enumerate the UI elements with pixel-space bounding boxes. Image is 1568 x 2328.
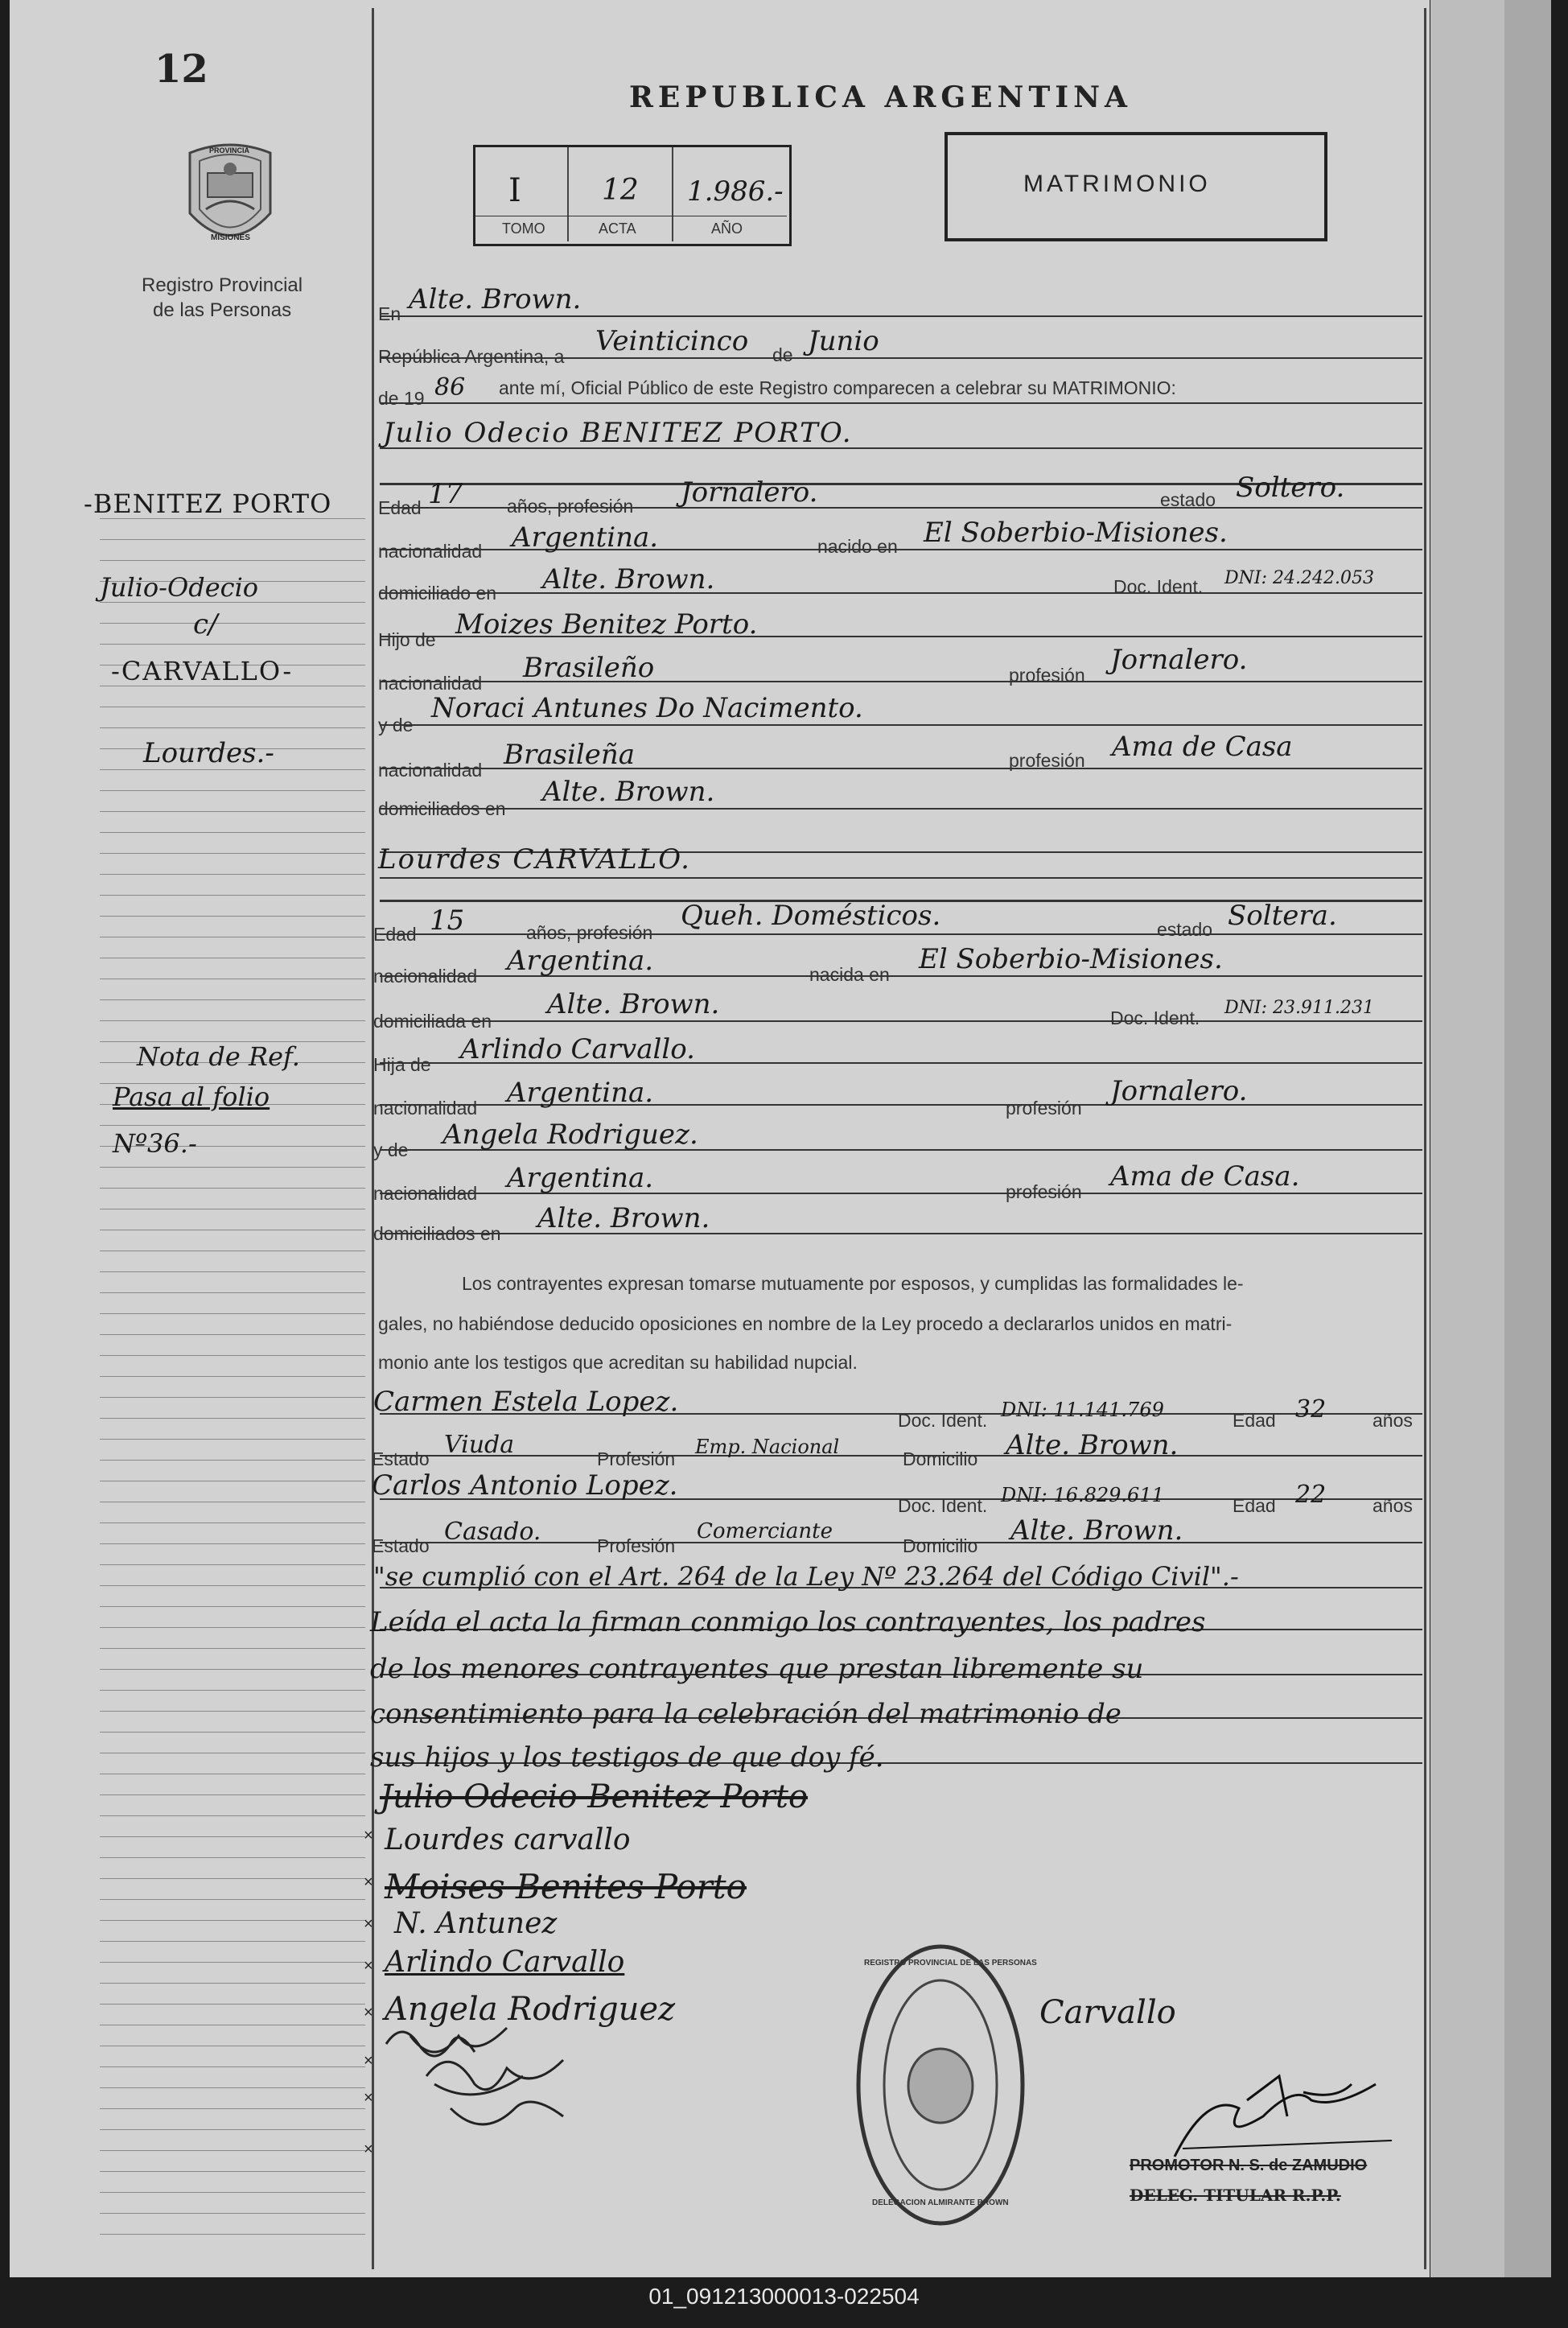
left-rule bbox=[100, 1376, 365, 1377]
label-profesion-w2: Profesión bbox=[597, 1535, 676, 1556]
left-rule bbox=[100, 1732, 365, 1733]
label-profesion-b2: profesión bbox=[1006, 1181, 1082, 1202]
form-rule bbox=[380, 1455, 1422, 1457]
intro-year: 86 bbox=[434, 373, 466, 402]
registry-line2: de las Personas bbox=[153, 299, 292, 321]
closing-note-2: Leída el acta la firman conmigo los contrayentes, los padres bbox=[370, 1606, 1206, 1638]
signature-bride-mother: Angela Rodriguez bbox=[385, 1991, 676, 2028]
bride-age: 15 bbox=[430, 904, 465, 937]
left-rule bbox=[100, 1418, 365, 1419]
groom-mother-nationality: Brasileña bbox=[504, 739, 635, 771]
x-mark-icon: × bbox=[364, 2141, 373, 2158]
left-rule bbox=[100, 1292, 365, 1293]
label-domiciliado-en: domiciliado en bbox=[378, 583, 497, 604]
left-rule bbox=[100, 2066, 365, 2067]
left-rule bbox=[100, 1522, 365, 1523]
label-estado-w2: Estado bbox=[372, 1535, 430, 1556]
label-anos-w2: años bbox=[1373, 1495, 1413, 1516]
label-anos-profesion: años, profesión bbox=[507, 496, 634, 517]
label-de-year: de 19 bbox=[378, 388, 425, 409]
margin-surname1: -BENITEZ PORTO bbox=[84, 488, 332, 519]
signature-bride: Lourdes carvallo bbox=[385, 1823, 631, 1856]
margin-connector: c/ bbox=[193, 608, 218, 641]
left-rule bbox=[100, 1794, 365, 1795]
left-rule bbox=[100, 1941, 365, 1942]
label-estado: estado bbox=[1160, 489, 1216, 510]
bride-status: Soltera. bbox=[1228, 900, 1337, 932]
label-domiciliados-en: domiciliados en bbox=[378, 798, 506, 819]
witness2-domicile: Alte. Brown. bbox=[1010, 1514, 1183, 1547]
label-doc-ident-w1: Doc. Ident. bbox=[898, 1410, 988, 1431]
declaration-line-2: gales, no habiéndose deducido oposiciones en nombre de la Ley procedo a declararlos unidos en matri- bbox=[378, 1313, 1233, 1334]
left-rule bbox=[100, 1669, 365, 1670]
bride-profession: Queh. Domésticos. bbox=[681, 900, 941, 932]
label-edad-w2: Edad bbox=[1233, 1495, 1276, 1516]
groom-birthplace: El Soberbio-Misiones. bbox=[924, 517, 1228, 549]
left-rule bbox=[100, 1962, 365, 1963]
label-y-de: y de bbox=[378, 715, 414, 735]
left-rule bbox=[100, 1460, 365, 1461]
footer-caption: 01_091213000013-022504 bbox=[648, 2284, 920, 2309]
form-rule bbox=[380, 724, 1422, 726]
label-de: de bbox=[772, 344, 793, 365]
groom-mother-profession: Ama de Casa bbox=[1112, 731, 1293, 763]
form-rule bbox=[380, 1020, 1422, 1022]
left-rule bbox=[100, 790, 365, 791]
witness2-profession: Comerciante bbox=[697, 1519, 833, 1543]
witness2-name: Carlos Antonio Lopez. bbox=[372, 1469, 678, 1502]
left-rule bbox=[100, 1585, 365, 1586]
signature-groom-father: Moises Benites Porto bbox=[385, 1867, 747, 1906]
left-rule bbox=[100, 1711, 365, 1712]
groom-status: Soltero. bbox=[1236, 472, 1345, 504]
form-rule bbox=[380, 1233, 1422, 1234]
left-rule bbox=[100, 999, 365, 1000]
x-mark-icon: × bbox=[364, 2052, 373, 2070]
bride-father-profession: Jornalero. bbox=[1110, 1075, 1248, 1107]
label-nacionalidad-2: nacionalidad bbox=[378, 673, 483, 694]
label-profesion: profesión bbox=[1009, 665, 1085, 686]
x-mark-icon: × bbox=[364, 1915, 373, 1933]
signature-groom-mother: N. Antunez bbox=[394, 1907, 558, 1940]
label-nacida-en: nacida en bbox=[809, 964, 890, 985]
left-rule bbox=[100, 895, 365, 896]
label-nacionalidad-3: nacionalidad bbox=[378, 760, 483, 781]
label-doc-ident-w2: Doc. Ident. bbox=[898, 1495, 988, 1516]
left-rule bbox=[100, 1397, 365, 1398]
groom-father-nationality: Brasileño bbox=[523, 652, 655, 684]
label-profesion-2: profesión bbox=[1009, 750, 1085, 771]
left-rule bbox=[100, 727, 365, 728]
left-rule bbox=[100, 874, 365, 875]
witness1-status: Viuda bbox=[444, 1431, 515, 1459]
label-nacionalidad-b: nacionalidad bbox=[373, 966, 478, 987]
left-rule bbox=[100, 2108, 365, 2109]
left-rule bbox=[100, 1983, 365, 1984]
groom-domicile: Alte. Brown. bbox=[542, 563, 715, 595]
folio-number: 12 bbox=[154, 47, 208, 92]
right-border bbox=[1424, 8, 1426, 2269]
officer-name: PROMOTOR N. S. de ZAMUDIO bbox=[1130, 2157, 1368, 2174]
label-en: En bbox=[378, 303, 401, 324]
witness1-name: Carmen Estela Lopez. bbox=[373, 1386, 679, 1418]
left-rule bbox=[100, 1271, 365, 1272]
label-y-de-b: y de bbox=[373, 1139, 409, 1160]
groom-mother: Noraci Antunes Do Nacimento. bbox=[431, 692, 863, 724]
signature-bride-father: Arlindo Carvallo bbox=[385, 1946, 625, 1979]
left-rule bbox=[100, 1188, 365, 1189]
label-hija-de: Hija de bbox=[373, 1054, 431, 1075]
stamp-text-top: REGISTRO PROVINCIAL DE LAS PERSONAS bbox=[864, 1959, 1037, 1967]
label-profesion-w1: Profesión bbox=[597, 1448, 676, 1469]
left-rule bbox=[100, 1899, 365, 1900]
left-rule bbox=[100, 2234, 365, 2235]
groom-name: Julio Odecio BENITEZ PORTO. bbox=[383, 417, 853, 449]
anio-value: 1.986.- bbox=[687, 175, 784, 208]
form-rule bbox=[380, 808, 1422, 810]
box-divider-1 bbox=[567, 147, 569, 241]
left-rule bbox=[100, 1334, 365, 1335]
bride-mother-profession: Ama de Casa. bbox=[1110, 1160, 1300, 1193]
witness-scribble-signatures bbox=[378, 2020, 619, 2153]
left-rule bbox=[100, 2129, 365, 2130]
bride-parents-domicile: Alte. Brown. bbox=[537, 1202, 710, 1234]
left-rule bbox=[100, 1313, 365, 1314]
acta-label: ACTA bbox=[599, 220, 636, 237]
groom-father-profession: Jornalero. bbox=[1110, 644, 1248, 676]
left-rule bbox=[100, 2150, 365, 2151]
bride-name: Lourdes CARVALLO. bbox=[378, 843, 691, 876]
margin-surname2: -CARVALLO- bbox=[111, 656, 294, 686]
form-rule bbox=[380, 315, 1422, 317]
witness1-age: 32 bbox=[1295, 1395, 1327, 1424]
bride-father-nationality: Argentina. bbox=[507, 1077, 654, 1109]
left-rule bbox=[100, 1920, 365, 1921]
label-edad-b: Edad bbox=[373, 924, 417, 945]
declaration-line-3: monio ante los testigos que acreditan su habilidad nupcial. bbox=[378, 1352, 858, 1373]
groom-profession: Jornalero. bbox=[681, 476, 818, 509]
left-rule bbox=[100, 1878, 365, 1879]
left-rule bbox=[100, 832, 365, 833]
label-profesion-b: profesión bbox=[1006, 1098, 1082, 1119]
label-nacionalidad-b3: nacionalidad bbox=[373, 1183, 478, 1204]
x-mark-icon: × bbox=[364, 2089, 373, 2107]
label-anos-profesion-b: años, profesión bbox=[526, 922, 653, 943]
left-rule bbox=[100, 1627, 365, 1628]
left-rule bbox=[100, 2004, 365, 2005]
declaration-line-1: Los contrayentes expresan tomarse mutuamente por esposos, y cumplidas las formalidades le- bbox=[462, 1273, 1244, 1294]
left-rule bbox=[100, 916, 365, 917]
registry-stamp bbox=[854, 1941, 1037, 2233]
label-domicilio-w1: Domicilio bbox=[903, 1448, 978, 1469]
misiones-shield-icon bbox=[182, 137, 278, 262]
label-domicilio-w2: Domicilio bbox=[903, 1535, 978, 1556]
box-divider-2 bbox=[672, 147, 673, 241]
bride-father: Arlindo Carvallo. bbox=[460, 1033, 695, 1065]
left-rule bbox=[100, 1543, 365, 1544]
country-title: REPUBLICA ARGENTINA bbox=[629, 80, 1132, 114]
left-rule bbox=[100, 1836, 365, 1837]
tomo-value: I bbox=[508, 172, 521, 209]
left-rule bbox=[100, 623, 365, 624]
intro-day: Veinticinco bbox=[595, 325, 749, 357]
left-rule bbox=[100, 1125, 365, 1126]
closing-note-3: de los menores contrayentes que prestan libremente su bbox=[370, 1653, 1144, 1685]
label-estado-b: estado bbox=[1157, 919, 1213, 940]
label-doc-ident-b: Doc. Ident. bbox=[1110, 1007, 1200, 1028]
witness1-profession: Emp. Nacional bbox=[695, 1436, 840, 1458]
intro-place: Alte. Brown. bbox=[409, 283, 582, 315]
left-rule bbox=[100, 1439, 365, 1440]
tomo-label: TOMO bbox=[502, 220, 545, 237]
registry-line1: Registro Provincial bbox=[142, 274, 303, 296]
book-edge-outer bbox=[1504, 0, 1551, 2277]
label-domiciliados-en-b: domiciliados en bbox=[373, 1223, 501, 1244]
label-doc-ident: Doc. Ident. bbox=[1113, 576, 1204, 597]
left-rule bbox=[100, 1648, 365, 1649]
left-rule bbox=[100, 1564, 365, 1565]
left-rule bbox=[100, 853, 365, 854]
signature-witness-extra: Carvallo bbox=[1039, 1994, 1176, 2031]
witness2-age: 22 bbox=[1295, 1481, 1327, 1509]
margin-given2: Lourdes.- bbox=[143, 737, 274, 769]
intro-text: ante mí, Oficial Público de este Registro comparecen a celebrar su MATRIMONIO: bbox=[499, 377, 1176, 398]
witness1-doc: DNI: 11.141.769 bbox=[1001, 1399, 1164, 1421]
label-hijo-de: Hijo de bbox=[378, 629, 436, 650]
bride-mother: Angela Rodriguez. bbox=[442, 1119, 698, 1151]
bride-birthplace: El Soberbio-Misiones. bbox=[919, 943, 1223, 975]
form-rule bbox=[380, 592, 1422, 594]
label-estado-w1: Estado bbox=[372, 1448, 430, 1469]
left-rule bbox=[100, 1857, 365, 1858]
groom-father: Moizes Benitez Porto. bbox=[455, 608, 758, 641]
act-type: MATRIMONIO bbox=[1023, 171, 1211, 197]
witness2-status: Casado. bbox=[444, 1518, 541, 1546]
label-nacido-en: nacido en bbox=[817, 536, 898, 557]
label-republica: República Argentina, a bbox=[378, 346, 565, 367]
left-rule bbox=[100, 1606, 365, 1607]
signature-groom: Julio Odecio Benitez Porto bbox=[380, 1778, 809, 1815]
officer-title: DELEG. TITULAR R.P.P. bbox=[1130, 2186, 1341, 2205]
left-rule bbox=[100, 1355, 365, 1356]
left-rule bbox=[100, 2171, 365, 2172]
left-rule bbox=[100, 1167, 365, 1168]
margin-note1: Nota de Ref. bbox=[137, 1041, 300, 1072]
closing-note-1: "se cumplió con el Art. 264 de la Ley Nº 23.264 del Código Civil".- bbox=[373, 1561, 1239, 1592]
left-rule bbox=[100, 1020, 365, 1021]
bride-mother-nationality: Argentina. bbox=[507, 1162, 654, 1194]
left-rule bbox=[100, 2192, 365, 2193]
left-rule bbox=[100, 1690, 365, 1691]
groom-nationality: Argentina. bbox=[512, 521, 659, 554]
left-rule bbox=[100, 1815, 365, 1816]
label-anos-w1: años bbox=[1373, 1410, 1413, 1431]
left-rule bbox=[100, 560, 365, 561]
groom-parents-domicile: Alte. Brown. bbox=[542, 776, 715, 808]
x-mark-icon: × bbox=[364, 2004, 373, 2021]
witness1-domicile: Alte. Brown. bbox=[1006, 1429, 1179, 1461]
label-nacionalidad: nacionalidad bbox=[378, 541, 483, 562]
bride-doc: DNI: 23.911.231 bbox=[1224, 998, 1374, 1018]
margin-given1: Julio-Odecio bbox=[100, 572, 259, 603]
label-domiciliada-en: domiciliada en bbox=[373, 1011, 492, 1032]
x-mark-icon: × bbox=[364, 1957, 373, 1975]
closing-note-4: consentimiento para la celebración del matrimonio de bbox=[370, 1698, 1121, 1730]
left-rule bbox=[100, 769, 365, 770]
left-rule bbox=[100, 2213, 365, 2214]
label-nacionalidad-b2: nacionalidad bbox=[373, 1098, 478, 1119]
label-edad: Edad bbox=[378, 497, 422, 518]
shield-text-bottom: MISIONES bbox=[211, 233, 250, 242]
bride-domicile: Alte. Brown. bbox=[547, 988, 720, 1020]
acta-value: 12 bbox=[602, 174, 639, 207]
anio-label: AÑO bbox=[711, 220, 743, 237]
x-mark-icon: × bbox=[364, 1873, 373, 1891]
left-rule bbox=[100, 811, 365, 812]
stamp-text-bottom: DELEGACION ALMIRANTE BROWN bbox=[872, 2198, 1009, 2207]
groom-age: 17 bbox=[428, 478, 463, 510]
witness2-doc: DNI: 16.829.611 bbox=[1001, 1484, 1164, 1506]
form-rule bbox=[380, 877, 1422, 879]
left-rule bbox=[100, 539, 365, 540]
groom-doc: DNI: 24.242.053 bbox=[1224, 568, 1374, 588]
bride-nationality: Argentina. bbox=[507, 945, 654, 977]
form-rule bbox=[380, 402, 1422, 404]
label-edad-w1: Edad bbox=[1233, 1410, 1276, 1431]
shield-text-top: PROVINCIA bbox=[209, 146, 250, 155]
left-rule bbox=[100, 644, 365, 645]
intro-month: Junio bbox=[808, 325, 879, 357]
closing-note-5: sus hijos y los testigos de que doy fé. bbox=[370, 1741, 884, 1774]
margin-note3: Nº36.- bbox=[113, 1128, 197, 1159]
x-mark-icon: × bbox=[364, 1827, 373, 1844]
margin-note2: Pasa al folio bbox=[113, 1082, 270, 1112]
left-rule bbox=[100, 2087, 365, 2088]
